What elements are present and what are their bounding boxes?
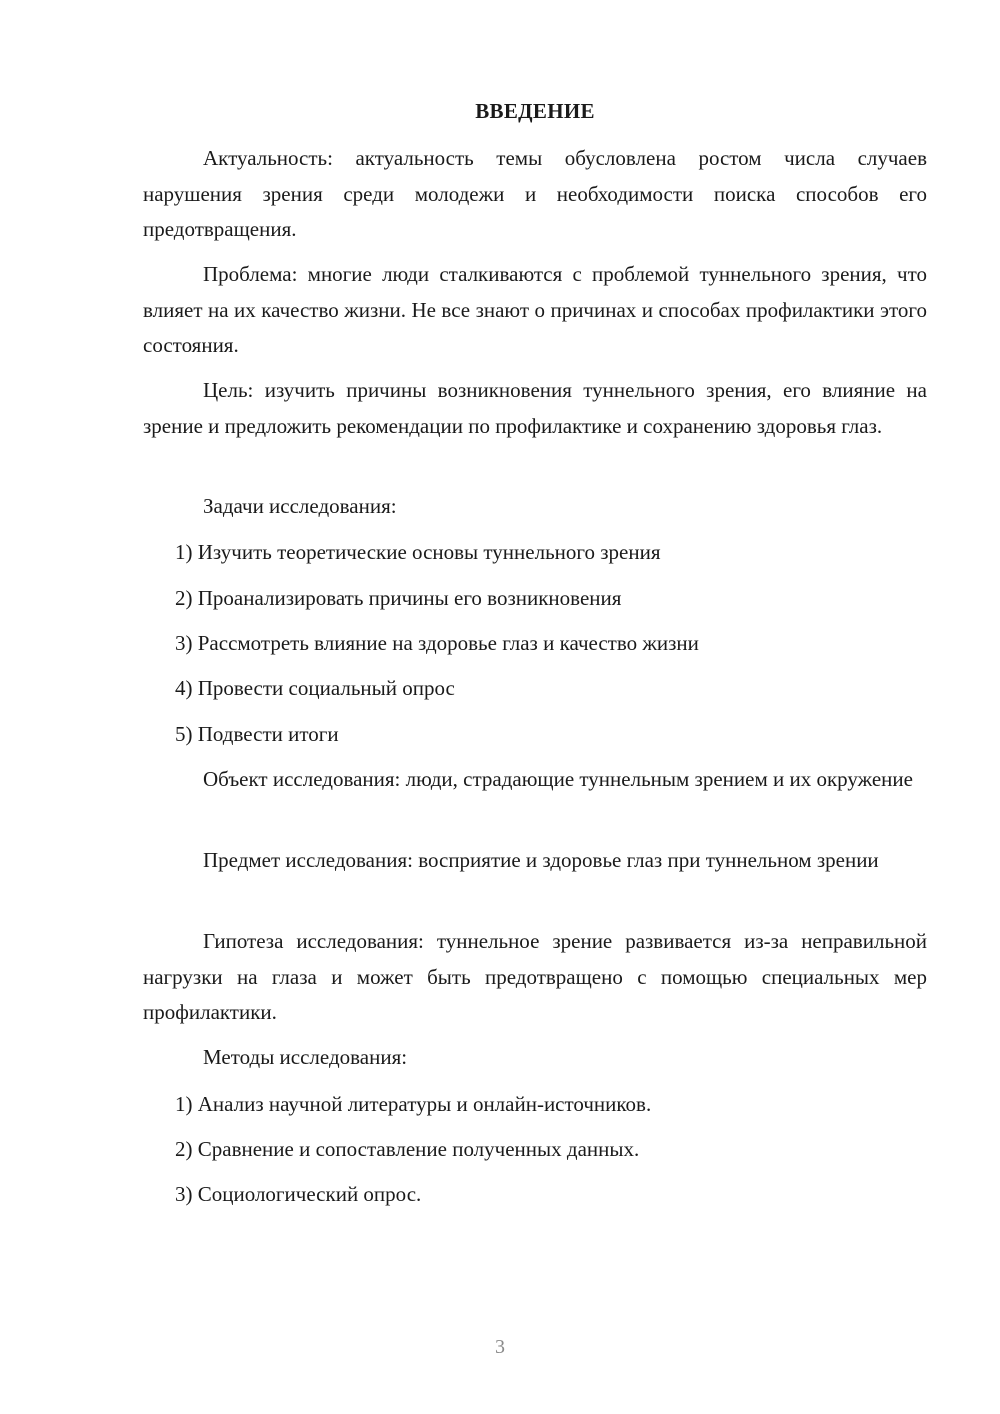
method-item-3: 3) Социологический опрос. <box>175 1182 422 1206</box>
task-item-4: 4) Провести социальный опрос <box>175 676 455 700</box>
paragraph-problem: Проблема: многие люди сталкиваются с проблемой туннельного зрения, что влияет на их качество жизни. Не все знают о причинах и способах профилактики этого состояния. <box>143 262 927 357</box>
method-item-1: 1) Анализ научной литературы и онлайн-источников. <box>175 1092 652 1116</box>
section-title: ВВЕДЕНИЕ <box>475 99 595 123</box>
paragraph-relevance: Актуальность: актуальность темы обусловлена ростом числа случаев нарушения зрения среди молодежи и необходимости поиска способов его предотвращения. <box>143 146 927 241</box>
methods-heading: Методы исследования: <box>203 1045 408 1069</box>
paragraph-object: Объект исследования: люди, страдающие туннельным зрением и их окружение <box>203 767 913 791</box>
tasks-heading: Задачи исследования: <box>203 494 397 518</box>
task-item-5: 5) Подвести итоги <box>175 722 339 746</box>
method-item-2: 2) Сравнение и сопоставление полученных данных. <box>175 1137 640 1161</box>
paragraph-subject: Предмет исследования: восприятие и здоровье глаз при туннельном зрении <box>203 848 879 872</box>
task-item-3: 3) Рассмотреть влияние на здоровье глаз и качество жизни <box>175 631 699 655</box>
paragraph-goal: Цель: изучить причины возникновения туннельного зрения, его влияние на зрение и предложить рекомендации по профилактике и сохранению здоровья глаз. <box>143 378 927 438</box>
paragraph-hypothesis: Гипотеза исследования: туннельное зрение развивается из-за неправильной нагрузки на глаза и может быть предотвращено с помощью специальных мер профилактики. <box>143 929 927 1024</box>
task-item-2: 2) Проанализировать причины его возникновения <box>175 586 622 610</box>
page-number: 3 <box>495 1336 505 1358</box>
task-item-1: 1) Изучить теоретические основы туннельного зрения <box>175 540 661 564</box>
